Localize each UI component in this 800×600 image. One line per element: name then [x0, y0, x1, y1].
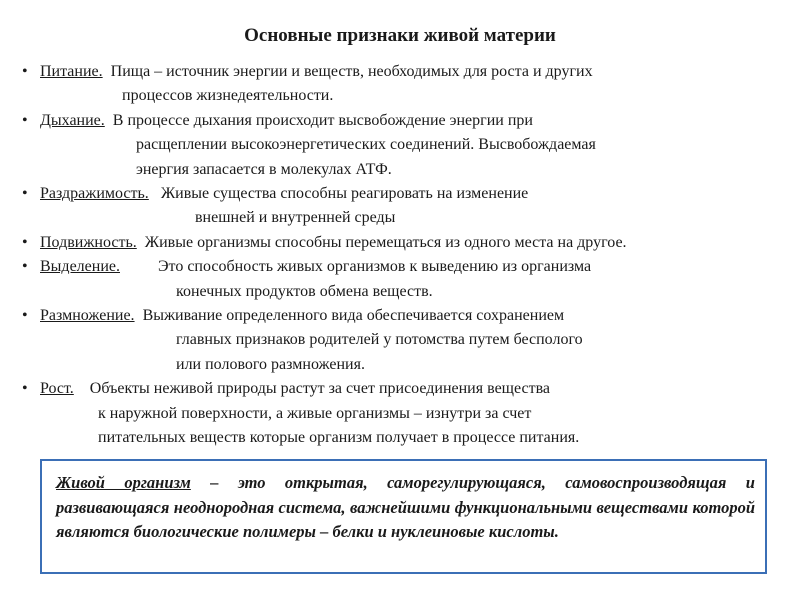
item-term: Подвижность.	[40, 233, 137, 251]
item-text: В процессе дыхания происходит высвобождение энергии при	[112, 111, 533, 129]
item-line	[40, 402, 792, 426]
list-item-reproduction	[22, 304, 792, 377]
definition-term: Живой организм	[56, 473, 191, 492]
item-term: Выделение.	[40, 258, 120, 276]
item-text: внешней и внутренней среды	[195, 209, 396, 227]
item-text: к наружной поверхности, а живые организмы – изнутри за счет	[98, 404, 532, 422]
item-term: Размножение.	[40, 307, 135, 325]
item-term: Рост.	[40, 380, 74, 398]
item-text: процессов жизнедеятельности.	[122, 87, 334, 105]
item-text: питательных веществ которые организм получает в процессе питания.	[98, 429, 580, 447]
item-line	[40, 280, 792, 304]
item-text: Объекты неживой природы растут за счет присоединения вещества	[89, 380, 551, 398]
item-line	[40, 84, 792, 108]
list-item-nutrition	[22, 60, 792, 109]
item-term: Питание.	[40, 63, 103, 80]
item-line	[40, 182, 792, 206]
item-text: Живые организмы способны перемещаться из одного места на другое.	[144, 233, 627, 251]
item-line	[40, 353, 792, 377]
list-item-respiration	[22, 109, 792, 182]
item-line	[40, 426, 792, 450]
item-text: Это способность живых организмов к выведению из организма	[157, 258, 592, 276]
item-line	[40, 206, 792, 230]
list-item-excretion	[22, 255, 792, 304]
item-line	[40, 231, 792, 255]
item-term: Раздражимость.	[40, 185, 149, 203]
item-line	[40, 158, 792, 182]
item-text: расщеплении высокоэнергетических соединений. Высвобождаемая	[136, 136, 596, 154]
item-line	[40, 377, 792, 401]
list-item-irritability	[22, 182, 792, 231]
item-line	[40, 304, 792, 328]
item-text: Выживание определенного вида обеспечивается сохранением	[142, 307, 565, 325]
item-term: Дыхание.	[40, 111, 105, 129]
item-line	[40, 255, 792, 279]
item-text: главных признаков родителей у потомства путем бесполого	[176, 331, 583, 349]
item-line	[40, 109, 792, 133]
definition-text: – это открытая, саморегулирующаяся, самовоспроизводящая и развивающаяся неоднородная система, важнейшими функциональными веществами которой являются биологические полимеры – белки и нуклеиновые кислоты.	[56, 473, 755, 541]
item-line	[40, 60, 792, 84]
slide-title: Основные признаки живой материи	[244, 25, 556, 46]
list-item-mobility	[22, 231, 792, 255]
item-line	[40, 133, 792, 157]
item-line	[40, 328, 792, 352]
features-list	[22, 60, 792, 451]
item-text: конечных продуктов обмена веществ.	[176, 282, 433, 300]
item-text: Пища – источник энергии и веществ, необходимых для роста и других	[110, 63, 593, 80]
item-text: Живые существа способны реагировать на изменение	[160, 185, 529, 203]
definition-box	[40, 459, 767, 574]
item-text: энергия запасается в молекулах АТФ.	[136, 160, 392, 178]
item-text: или полового размножения.	[176, 355, 365, 373]
list-item-growth	[22, 377, 792, 450]
